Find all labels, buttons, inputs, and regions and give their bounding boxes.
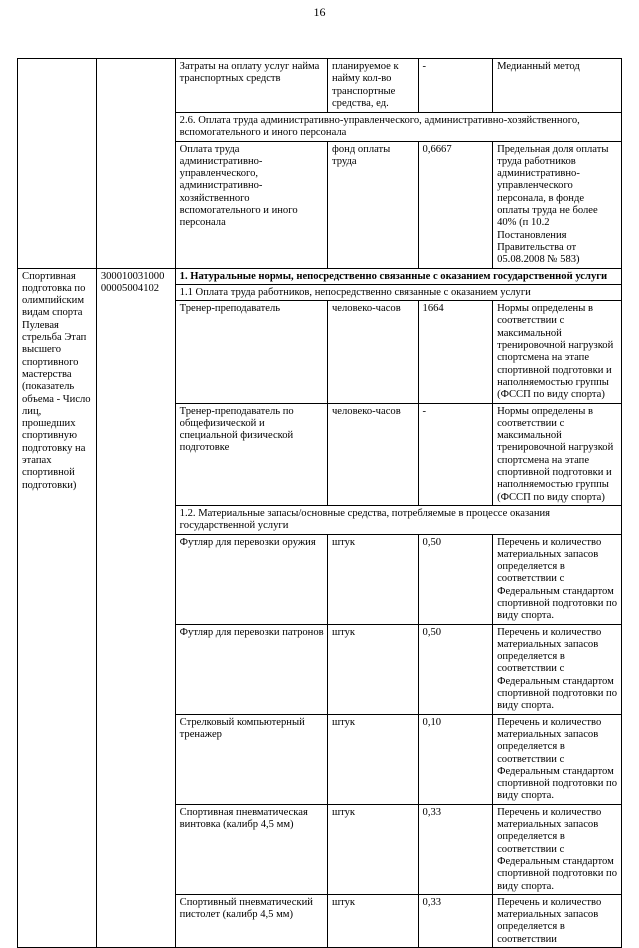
row-unit: человеко-часов	[327, 301, 418, 403]
row-value: -	[418, 403, 493, 505]
section-header-row	[18, 268, 622, 284]
row-value: 0,33	[418, 894, 493, 947]
row-note: Перечень и количество материальных запасов определяется в соответствии	[493, 894, 622, 947]
row-value: -	[418, 59, 493, 113]
row-name: Тренер-преподаватель	[175, 301, 327, 403]
row-note: Нормы определены в соответствии с максимальной тренировочной нагрузкой спортсмена на этапе спортивной подготовки и наполняемостью группы (ФССП по виду спорта)	[493, 301, 622, 403]
row-name: Стрелковый компьютерный тренажер	[175, 714, 327, 804]
row-unit: штук	[327, 714, 418, 804]
row-note: Перечень и количество материальных запасов определяется в соответствии с Федеральным стандартом спортивной подготовки по виду спорта.	[493, 624, 622, 714]
row-value: 0,33	[418, 804, 493, 894]
row-value: 1664	[418, 301, 493, 403]
row-unit: планируемое к найму кол-во транспортные средства, ед.	[327, 59, 418, 113]
row-name: Спортивный пневматический пистолет (калибр 4,5 мм)	[175, 894, 327, 947]
norms-table	[17, 58, 622, 948]
row-name: Футляр для перевозки оружия	[175, 534, 327, 624]
page-number: 16	[313, 5, 326, 19]
row-value: 0,50	[418, 624, 493, 714]
row-note: Перечень и количество материальных запасов определяется в соответствии с Федеральным стандартом спортивной подготовки по виду спорта.	[493, 534, 622, 624]
row-unit: человеко-часов	[327, 403, 418, 505]
service-name-cell-continued	[18, 59, 97, 269]
row-note: Предельная доля оплаты труда работников административно-управленческого персонала, в фонде оплаты труда не более 40% (п 10.2 Постановления Правительства от 05.08.2008 № 583)	[493, 141, 622, 268]
row-value: 0,50	[418, 534, 493, 624]
row-unit: штук	[327, 624, 418, 714]
row-name: Тренер-преподаватель по общефизической и специальной физической подготовке	[175, 403, 327, 505]
row-unit: штук	[327, 804, 418, 894]
service-name: Спортивная подготовка по олимпийским видам спорта Пулевая стрельба Этап высшего спортивного мастерства (показатель объема - Число лиц, прошедших спортивную подготовку на этапах спортивной подготовки)	[18, 268, 97, 947]
row-note: Медианный метод	[493, 59, 622, 113]
service-code-cell-continued	[96, 59, 175, 269]
row-name: Оплата труда административно-управленческого, административно-хозяйственного вспомогательного и иного персонала	[175, 141, 327, 268]
row-name: Затраты на оплату услуг найма транспортных средств	[175, 59, 327, 113]
section-1-title: 1. Натуральные нормы, непосредственно связанные с оказанием государственной услуги	[175, 268, 621, 284]
row-unit: фонд оплаты труда	[327, 141, 418, 268]
row-note: Нормы определены в соответствии с максимальной тренировочной нагрузкой спортсмена на этапе спортивной подготовки и наполняемостью группы (ФССП по виду спорта)	[493, 403, 622, 505]
row-value: 0,10	[418, 714, 493, 804]
row-value: 0,6667	[418, 141, 493, 268]
row-unit: штук	[327, 894, 418, 947]
section-1-1-title: 1.1 Оплата труда работников, непосредственно связанные с оказанием услуги	[175, 284, 621, 300]
row-note: Перечень и количество материальных запасов определяется в соответствии с Федеральным стандартом спортивной подготовки по виду спорта.	[493, 714, 622, 804]
section-2-6-title: 2.6. Оплата труда административно-управленческого, административно-хозяйственного, вспомогательного и иного персонала	[175, 113, 621, 142]
service-code: 300010031000 00005004102	[96, 268, 175, 947]
row-unit: штук	[327, 534, 418, 624]
row-name: Футляр для перевозки патронов	[175, 624, 327, 714]
row-name: Спортивная пневматическая винтовка (калибр 4,5 мм)	[175, 804, 327, 894]
table-row	[18, 59, 622, 113]
row-note: Перечень и количество материальных запасов определяется в соответствии с Федеральным стандартом спортивной подготовки по виду спорта.	[493, 804, 622, 894]
section-1-2-title: 1.2. Материальные запасы/основные средства, потребляемые в процессе оказания государственной услуги	[175, 505, 621, 534]
